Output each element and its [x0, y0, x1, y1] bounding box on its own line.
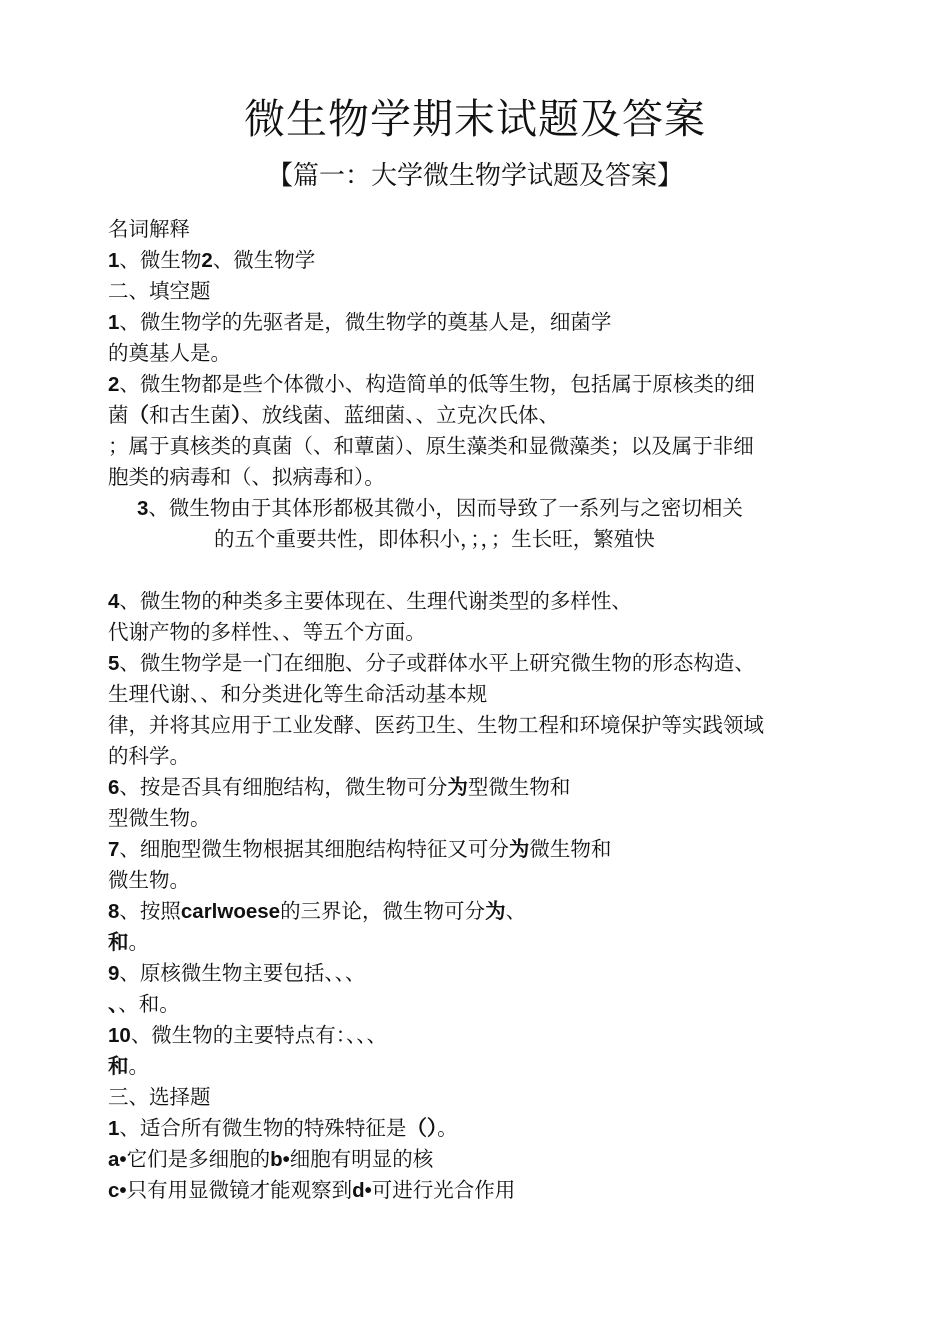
text-segment: 型微生物。	[108, 806, 211, 830]
text-segment: 7	[108, 838, 120, 861]
text-segment: 、细胞型微生物根据其细胞结构特征又可分	[119, 837, 509, 861]
text-line	[108, 1113, 868, 1144]
text-line	[108, 276, 868, 307]
text-line	[108, 710, 868, 741]
text-line	[108, 958, 868, 989]
text-line	[108, 803, 868, 834]
text-segment: 为	[508, 838, 530, 861]
text-segment: 和	[108, 1055, 129, 1078]
text-line	[108, 648, 868, 679]
text-segment: 、微生物学是一门在细胞、分子或群体水平上研究微生物的形态构造、	[119, 651, 755, 675]
text-line	[108, 927, 868, 958]
text-segment: 和	[108, 931, 129, 954]
text-line	[108, 307, 868, 338]
text-line	[108, 493, 868, 524]
text-segment: 9	[108, 962, 120, 985]
text-line	[108, 400, 868, 431]
text-line	[108, 369, 868, 400]
text-segment: 、	[505, 899, 527, 923]
text-segment: 2	[108, 373, 120, 396]
text-segment: 的奠基人是。	[108, 341, 231, 365]
text-segment: 、和。	[118, 992, 180, 1016]
text-segment: 、微生物的主要特点有：、、、	[130, 1023, 388, 1047]
text-segment: 、按是否具有细胞结构，微生物可分	[119, 775, 448, 799]
text-line	[108, 865, 868, 896]
text-segment: carlwoese	[180, 900, 281, 923]
text-segment: 1	[108, 1117, 120, 1140]
text-segment: a•	[108, 1148, 127, 1171]
text-line	[108, 834, 868, 865]
text-line	[108, 617, 868, 648]
text-segment: 的三界论，微生物可分	[280, 899, 486, 923]
text-segment: 2	[201, 249, 213, 272]
text-segment: 为	[485, 900, 506, 923]
text-segment: 微生物。	[108, 868, 190, 892]
text-segment: 、原核微生物主要包括、、、	[119, 961, 366, 985]
text-segment: 1	[108, 249, 120, 272]
blank-line	[108, 555, 868, 586]
text-segment: 、放线菌、蓝细菌、、立克次氏体、	[241, 403, 559, 427]
text-segment: 、微生物学的先驱者是，微生物学的奠基人是，细菌学	[119, 310, 612, 334]
text-segment: 名词解释	[108, 217, 190, 241]
text-segment: 。	[128, 1054, 149, 1078]
text-segment: 、微生物的种类多主要体现在、生理代谢类型的多样性、	[119, 589, 632, 613]
text-line	[108, 338, 868, 369]
text-segment: 8	[108, 900, 120, 923]
text-segment: 为	[447, 776, 468, 799]
document-body	[108, 214, 868, 1206]
text-segment: ）	[231, 404, 242, 427]
text-segment: 、	[108, 993, 119, 1016]
text-segment: 3	[137, 497, 149, 520]
text-line	[108, 245, 868, 276]
text-segment: 1	[108, 311, 120, 334]
text-segment: 和古生菌	[149, 403, 231, 427]
text-line	[108, 772, 868, 803]
text-segment: ；属于真核类的真菌（、和蕈菌）、原生藻类和显微藻类；以及属于非细	[108, 434, 754, 458]
text-line	[108, 741, 868, 772]
text-segment: 4	[108, 590, 120, 613]
text-segment: （	[128, 404, 149, 427]
text-segment: 的五个重要共性，即体积小，；，；生长旺，繁殖快	[214, 527, 655, 551]
text-segment: 只有用显微镜才能观察到	[126, 1178, 353, 1202]
text-line	[108, 989, 868, 1020]
text-segment: 代谢产物的多样性、、等五个方面。	[108, 620, 426, 644]
document-subtitle: 【篇一：大学微生物学试题及答案】	[266, 161, 683, 191]
text-segment: 型微生物和	[467, 775, 571, 799]
text-line	[108, 896, 868, 927]
text-segment: 律，并将其应用于工业发酵、医药卫生、生物工程和环境保护等实践领域	[108, 713, 764, 737]
text-segment: 、微生物	[119, 248, 202, 272]
text-segment: 胞类的病毒和（、拟病毒和）。	[108, 465, 385, 489]
text-segment: 的科学。	[108, 744, 190, 768]
text-segment: 三、选择题	[108, 1085, 211, 1109]
text-segment: d•	[352, 1179, 372, 1202]
text-line	[108, 1020, 868, 1051]
text-segment: （）	[406, 1117, 438, 1140]
text-segment: 6	[108, 776, 120, 799]
text-segment: 、微生物学	[212, 248, 316, 272]
text-line	[108, 586, 868, 617]
text-line	[108, 1175, 868, 1206]
text-segment: 。	[128, 930, 149, 954]
text-segment: 、微生物都是些个体微小、构造简单的低等生物，包括属于原核类的细	[119, 372, 755, 396]
text-segment: 生理代谢、、和分类进化等生命活动基本规	[108, 682, 488, 706]
text-segment: 二、填空题	[108, 279, 211, 303]
text-line	[108, 1082, 868, 1113]
text-segment: 细胞有明显的核	[289, 1147, 434, 1171]
text-line	[108, 214, 868, 245]
text-segment: 它们是多细胞的	[126, 1147, 271, 1171]
text-segment: 、微生物由于其体形都极其微小，因而导致了一系列与之密切相关	[148, 496, 743, 520]
text-line	[108, 524, 868, 555]
document-title: 微生物学期末试题及答案	[244, 95, 706, 143]
text-segment: 、按照	[119, 899, 181, 923]
text-line	[108, 431, 868, 462]
text-segment: 10	[108, 1024, 131, 1047]
text-segment: 、适合所有微生物的特殊特征是	[119, 1116, 407, 1140]
text-segment: 可进行光合作用	[371, 1178, 516, 1202]
text-line	[108, 462, 868, 493]
text-line	[108, 679, 868, 710]
text-line	[108, 1144, 868, 1175]
text-segment: 微生物和	[529, 837, 612, 861]
text-segment: c•	[108, 1179, 127, 1202]
text-segment: 。	[437, 1116, 458, 1140]
text-line	[108, 1051, 868, 1082]
text-segment: 菌	[108, 403, 129, 427]
text-segment: 5	[108, 652, 120, 675]
text-segment: b•	[270, 1148, 290, 1171]
